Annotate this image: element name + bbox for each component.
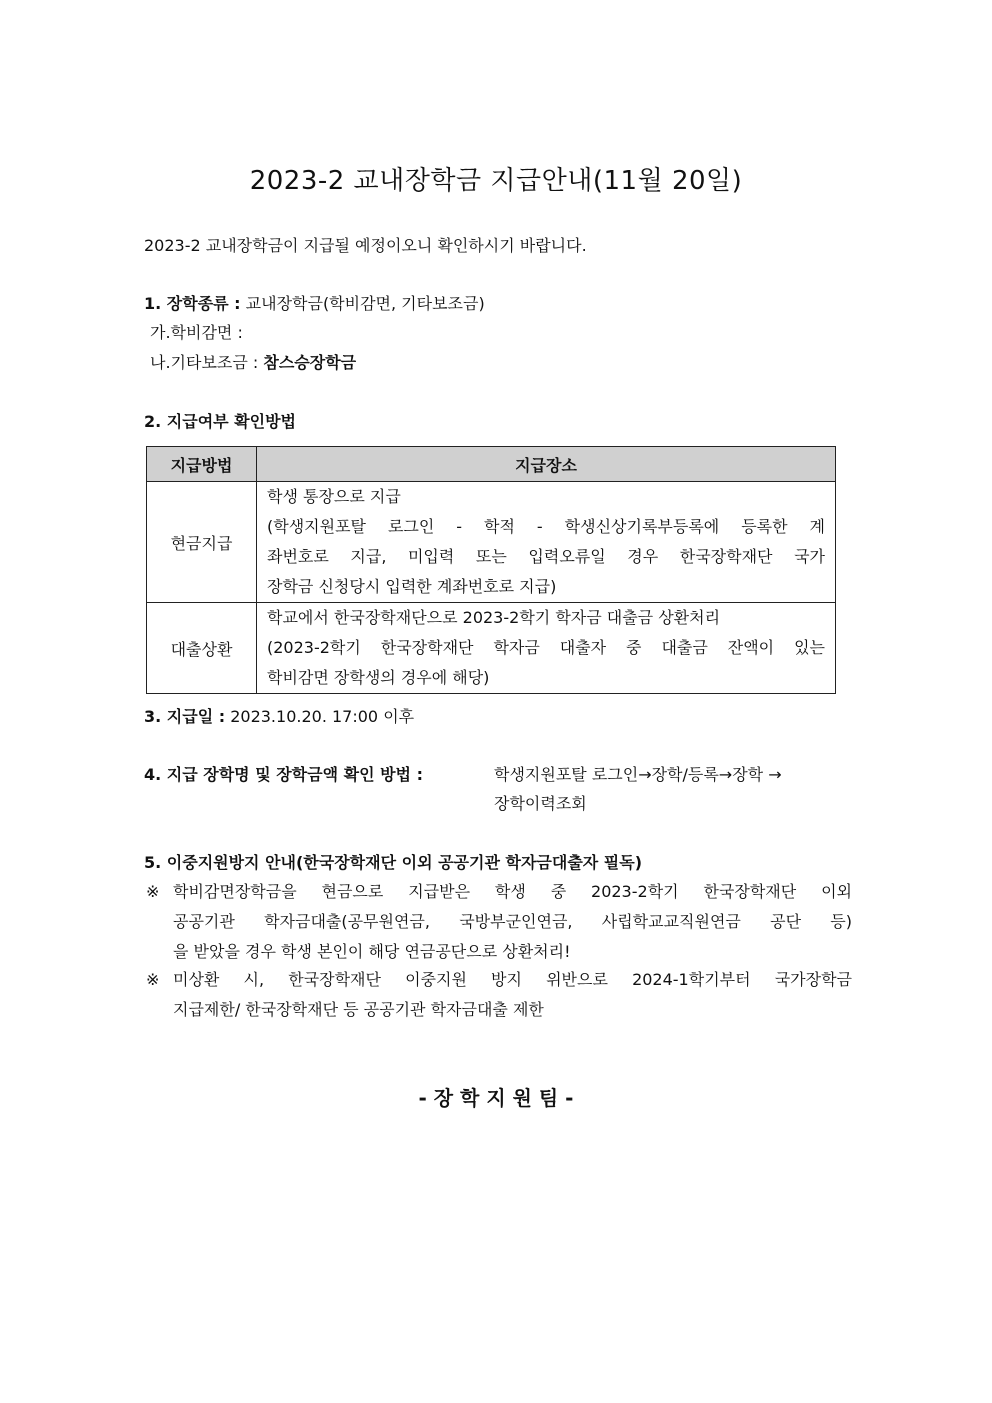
section1-sub-b xyxy=(150,348,356,378)
reference-mark: ※ xyxy=(146,970,160,989)
section3-value: 2023.10.20. 17:00 이후 xyxy=(225,707,415,726)
table-cell-method: 대출상환 xyxy=(147,603,257,694)
intro-text: 2023-2 교내장학금이 지급될 예정이오니 확인하시기 바랍니다. xyxy=(144,236,587,255)
table-header-row xyxy=(147,447,836,482)
table-cell-line: (2023-2학기 한국장학재단 학자금 대출자 중 대출금 잔액이 있는 xyxy=(267,638,825,657)
section1-sub-b-label: 나.기타보조금 : xyxy=(150,353,264,372)
section3-heading: 3. 지급일 : xyxy=(144,707,226,726)
section5-heading: 5. 이중지원방지 안내(한국장학재단 이외 공공기관 학자금대출자 필독) xyxy=(144,853,643,872)
table-header-location: 지급장소 xyxy=(257,447,836,482)
reference-mark: ※ xyxy=(146,882,160,901)
table-cell-detail xyxy=(257,603,836,694)
note-body xyxy=(173,965,852,1025)
table-cell-line: (학생지원포탈 로그인 - 학적 - 학생신상기록부등록에 등록한 계 xyxy=(267,517,825,536)
table-cell-line: 장학금 신청당시 입력한 계좌번호로 지급) xyxy=(267,577,557,596)
section1-sub-a: 가.학비감면 : xyxy=(150,323,243,342)
section3-line xyxy=(144,702,414,732)
notes-list xyxy=(146,877,852,1027)
section1-heading: 1. 장학종류 : xyxy=(144,294,241,313)
section2-heading: 2. 지급여부 확인방법 xyxy=(144,412,296,431)
note-line: 공공기관 학자금대출(공무원연금, 국방부군인연금, 사립학교교직원연금 공단 등) xyxy=(173,912,852,931)
note-body xyxy=(173,877,852,967)
table-cell-line: 학생 통장으로 지급 xyxy=(267,487,401,506)
note-line: 미상환 시, 한국장학재단 이중지원 방지 위반으로 2024-1학기부터 국가장학금 xyxy=(173,970,852,989)
table-header-method: 지급방법 xyxy=(147,447,257,482)
section4-value-line1: 학생지원포탈 로그인→장학/등록→장학 → xyxy=(494,765,782,784)
section4-heading: 4. 지급 장학명 및 장학금액 확인 방법 : xyxy=(144,765,423,784)
note-line: 지급제한/ 한국장학재단 등 공공기관 학자금대출 제한 xyxy=(173,1000,544,1019)
table-cell-detail xyxy=(257,482,836,603)
note-line: 을 받았을 경우 학생 본인이 해당 연금공단으로 상환처리! xyxy=(173,942,571,961)
document-title: 2023-2 교내장학금 지급안내(11월 20일) xyxy=(249,166,743,196)
signature: - 장 학 지 원 팀 - xyxy=(418,1086,574,1110)
table-cell-line: 학교에서 한국장학재단으로 2023-2학기 학자금 대출금 상환처리 xyxy=(267,608,721,627)
note-line: 학비감면장학금을 현금으로 지급받은 학생 중 2023-2학기 한국장학재단 이외 xyxy=(173,882,852,901)
table-cell-method: 현금지급 xyxy=(147,482,257,603)
table-row xyxy=(147,482,836,603)
section1-sub-b-value: 참스승장학금 xyxy=(263,353,357,372)
table-cell-line: 학비감면 장학생의 경우에 해당) xyxy=(267,668,490,687)
section1-value: 교내장학금(학비감면, 기타보조금) xyxy=(240,294,485,313)
table-cell-line: 좌번호로 지급, 미입력 또는 입력오류일 경우 한국장학재단 국가 xyxy=(267,547,825,566)
section4-value-line2: 장학이력조회 xyxy=(494,794,587,813)
section1-line xyxy=(144,289,485,319)
table-row xyxy=(147,603,836,694)
payment-method-table xyxy=(146,446,836,694)
